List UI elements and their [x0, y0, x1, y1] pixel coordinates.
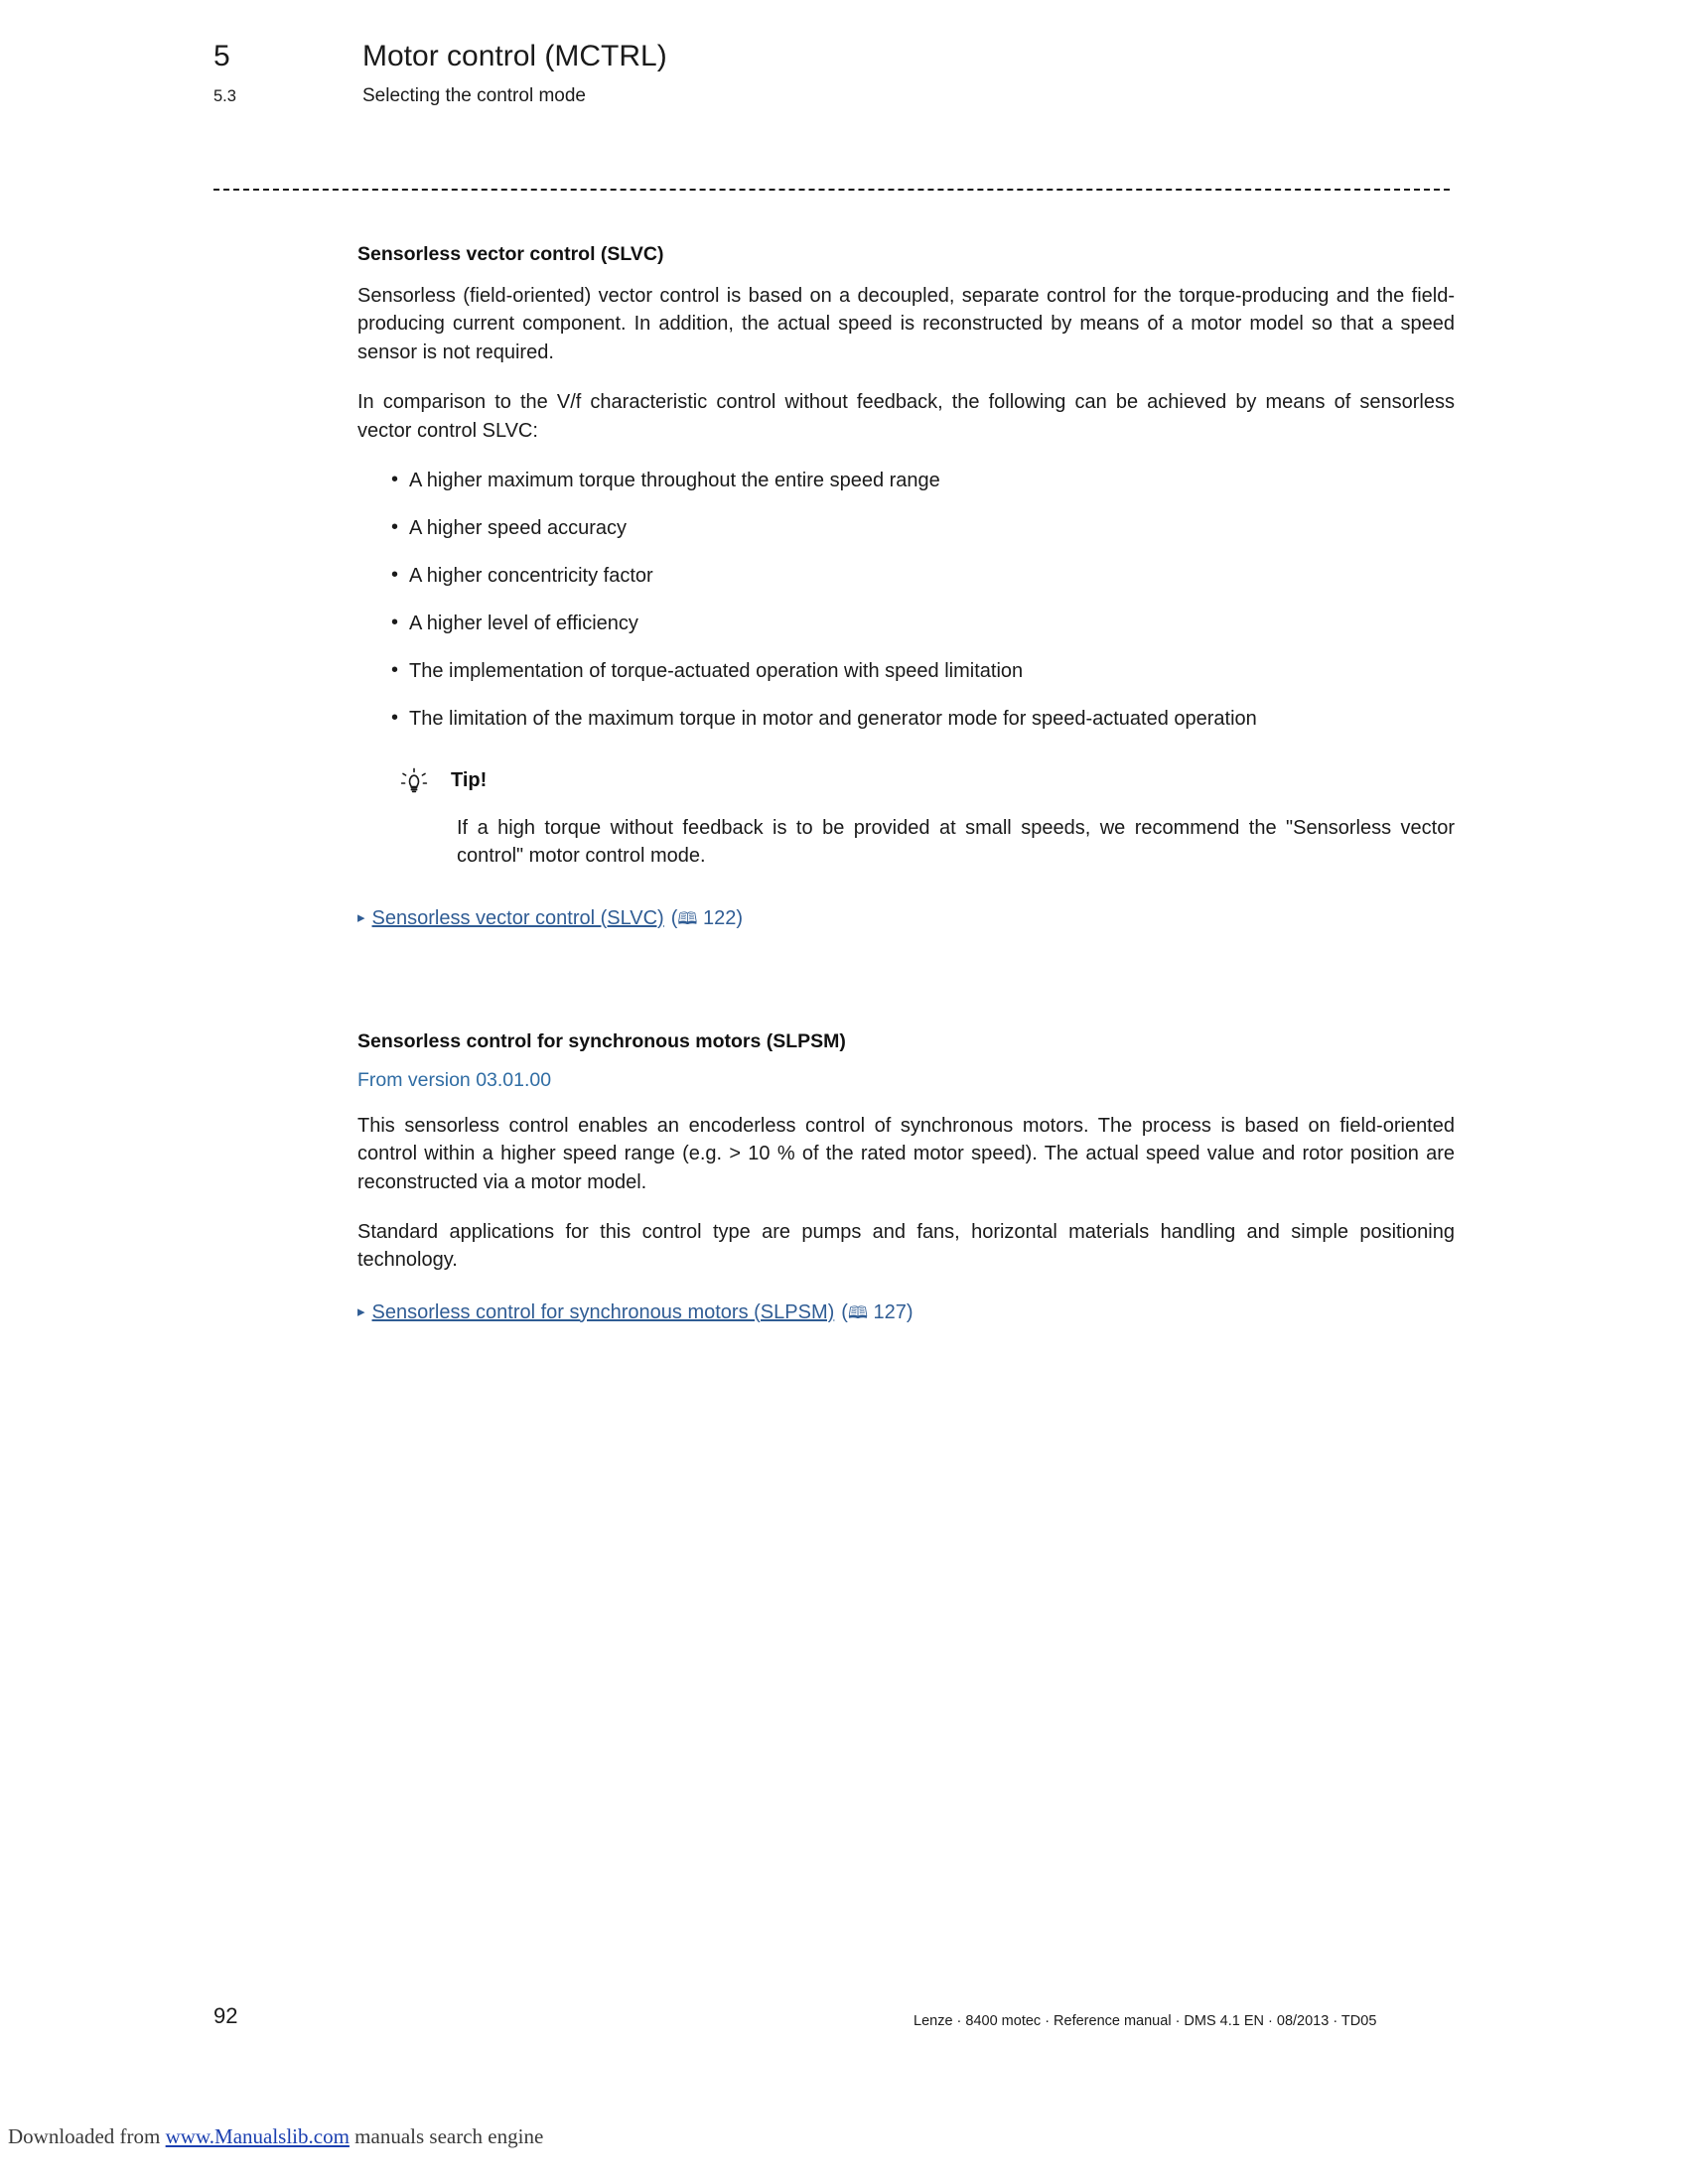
slvc-paragraph-2: In comparison to the V/f characteristic control without feedback, the following can be achieved by means of sensorless vector control SLVC: [357, 391, 1455, 442]
tip-label: Tip! [451, 769, 488, 792]
slpsm-section [357, 1030, 1455, 1329]
triangle-right-icon: ▸ [357, 1302, 365, 1320]
crossref-slpsm[interactable] [357, 1300, 1455, 1329]
slvc-paragraph-1: Sensorless (field-oriented) vector control is based on a decoupled, separate control for the torque-producing and the field-producing current component. In addition, the actual speed is reconstructed by means of a motor model so that a speed sensor is not required. [357, 285, 1455, 363]
lightbulb-icon [391, 758, 437, 804]
watermark-prefix: Downloaded from [8, 2124, 166, 2148]
chapter-number: 5 [213, 40, 230, 72]
header-chapter-row [213, 40, 1475, 73]
crossref-slpsm-page-number: 127 [873, 1300, 907, 1323]
list-item: • The limitation of the maximum torque in motor and generator mode for speed-actuated operation [357, 705, 1455, 733]
header-divider [213, 189, 1450, 191]
list-item: • The implementation of torque-actuated operation with speed limitation [357, 657, 1455, 685]
slvc-heading: Sensorless vector control (SLVC) [357, 243, 664, 265]
slpsm-paragraph-1: This sensorless control enables an encoderless control of synchronous motors. The process is based on field-oriented control within a higher speed range (e.g. > 10 % of the rated motor speed). The actual speed value and rotor position are reconstructed via a motor model. [357, 1114, 1455, 1193]
footer-meta: Lenze · 8400 motec · Reference manual · DMS 4.1 EN · 08/2013 · TD05 [914, 2013, 1377, 2029]
page-header [213, 40, 1475, 107]
crossref-slvc-page-number: 122 [703, 906, 737, 929]
list-item: • A higher speed accuracy [357, 514, 1455, 542]
crossref-slvc-link[interactable]: Sensorless vector control (SLVC) [371, 906, 664, 929]
section-title: Selecting the control mode [362, 85, 586, 106]
crossref-slvc-page: (🕮 122) [670, 906, 744, 929]
footer-page-number: 92 [213, 2003, 238, 2028]
manualslib-watermark [0, 2124, 1688, 2149]
slpsm-heading: Sensorless control for synchronous motors (SLPSM) [357, 1029, 846, 1052]
chapter-title: Motor control (MCTRL) [362, 40, 667, 72]
list-item: • A higher maximum torque throughout the entire speed range [357, 467, 1455, 494]
watermark-suffix: manuals search engine [349, 2124, 544, 2148]
manualslib-link[interactable]: www.Manualslib.com [165, 2124, 350, 2148]
slvc-benefits-list [357, 467, 1455, 733]
book-icon: 🕮 [847, 1302, 868, 1322]
page-content [357, 243, 1455, 1329]
crossref-slpsm-link[interactable]: Sensorless control for synchronous motors (SLPSM) [371, 1300, 835, 1323]
slpsm-paragraph-2: Standard applications for this control type are pumps and fans, horizontal materials handling and simple positioning technology. [357, 1220, 1455, 1272]
slpsm-version-note: From version 03.01.00 [357, 1068, 552, 1091]
header-section-row [213, 85, 1475, 107]
tip-text: If a high torque without feedback is to be provided at small speeds, we recommend the "Sensorless vector control" motor control mode. [457, 816, 1455, 868]
crossref-slvc[interactable] [357, 906, 1455, 935]
crossref-slpsm-page: (🕮 127) [841, 1300, 914, 1323]
triangle-right-icon: ▸ [357, 908, 365, 926]
tip-header [391, 758, 1455, 804]
list-item: • A higher level of efficiency [357, 610, 1455, 637]
tip-callout [357, 758, 1455, 871]
list-item: • A higher concentricity factor [357, 562, 1455, 590]
book-icon: 🕮 [677, 908, 698, 928]
section-number: 5.3 [213, 87, 236, 105]
